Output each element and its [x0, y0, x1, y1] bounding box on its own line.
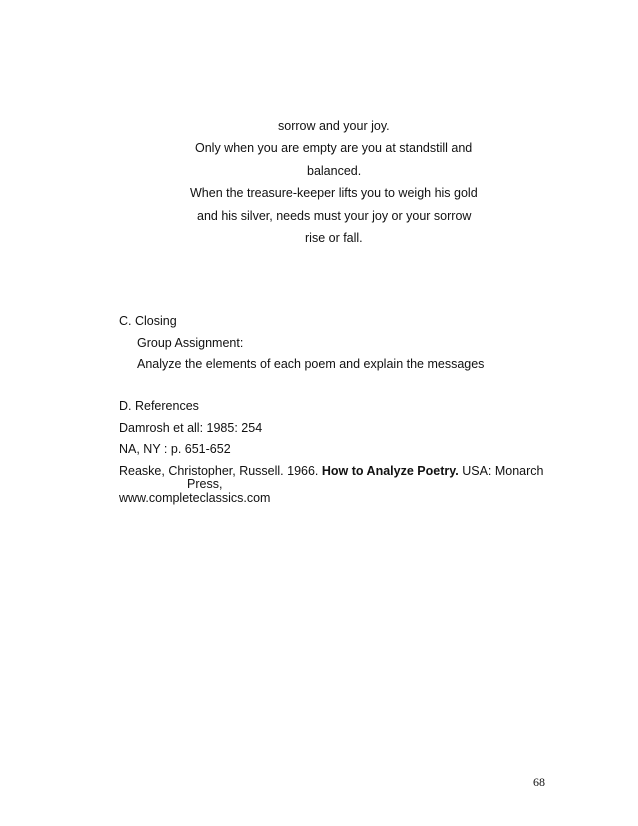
closing-instruction: Analyze the elements of each poem and explain the messages [137, 357, 485, 371]
poem-line-3: balanced. [307, 164, 362, 178]
reference-book-suffix: USA: Monarch [458, 464, 544, 478]
poem-line-2: Only when you are empty are you at standstill and [195, 141, 473, 155]
poem-line-4: When the treasure-keeper lifts you to weigh his gold [190, 186, 478, 200]
references-heading: D. References [119, 399, 199, 413]
reference-item: Damrosh et all: 1985: 254 [119, 421, 263, 435]
reference-website: www.completeclassics.com [119, 491, 271, 505]
poem-line-5: and his silver, needs must your joy or your sorrow [197, 209, 472, 223]
reference-item: NA, NY : p. 651-652 [119, 442, 231, 456]
reference-book [119, 463, 544, 479]
page-number: 68 [533, 775, 545, 789]
reference-book-continuation: Press, [187, 477, 223, 491]
poem-line-1: sorrow and your joy. [278, 119, 390, 133]
closing-subheading: Group Assignment: [137, 336, 244, 350]
reference-book-title: How to Analyze Poetry. [321, 464, 459, 478]
closing-heading: C. Closing [119, 314, 177, 328]
reference-book-prefix: Reaske, Christopher, Russell. 1966. [119, 464, 322, 478]
poem-line-6: rise or fall. [305, 231, 363, 245]
